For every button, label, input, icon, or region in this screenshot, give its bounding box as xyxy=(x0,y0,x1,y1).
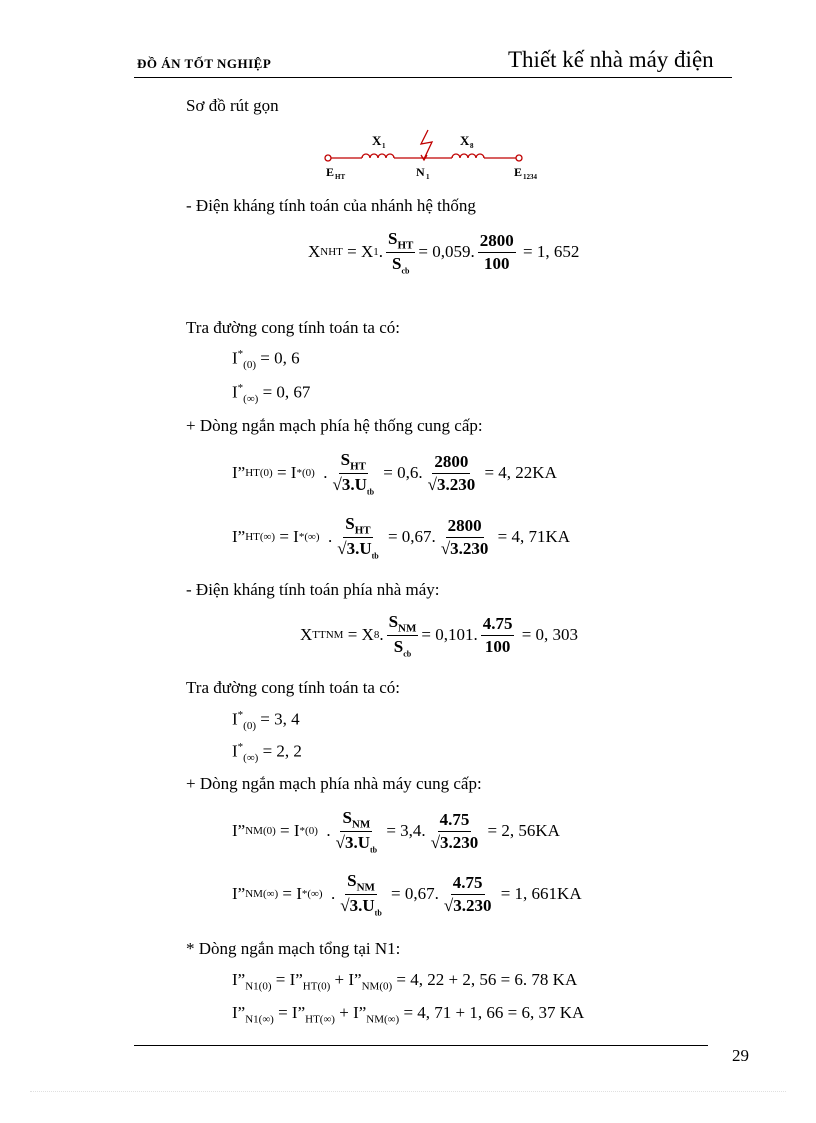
paragraph-system-current: + Dòng ngắn mạch phía hệ thống cung cấp: xyxy=(186,416,483,435)
equation-xttnm: X TTNM = X 8 . $\frac{S_{NM}}{S_{cb}}$ = 0,101. $\frac{4.75}{100}$ = 0, 303 xyxy=(300,612,579,659)
paragraph-curve-lookup-1: Tra đường cong tính toán ta có: xyxy=(186,318,400,337)
value-i0-plant: $I^*_{(0)} = 3$, 4 xyxy=(232,709,300,733)
value-i0-system: $I^*_{(0)} = 0$, 6 xyxy=(232,348,300,372)
paragraph-system-reactance: - Điện kháng tính toán của nhánh hệ thống xyxy=(186,196,476,215)
page-bottom-dotted-line xyxy=(30,1091,786,1092)
reduced-diagram-title: Sơ đồ rút gọn xyxy=(186,96,279,115)
equation-sum-inf: $I”_{N1(\infty)}$ = $I”_{HT(\infty)}$ + $I”_{NM(\infty)} = 4$, 71 + 1, 66 = 6, 37 KA xyxy=(232,1003,585,1026)
diagram-eht: E xyxy=(326,165,335,179)
equation-xnht: X NHT = X 1 . $\frac{S_{HT}}{S_{cb}}$ = 0,059. $\frac{2800}{100}$ = 1, 652 xyxy=(308,229,580,276)
diagram-n1: N xyxy=(416,165,425,179)
diagram-e1234: E xyxy=(514,165,523,179)
paragraph-total-current: * Dòng ngắn mạch tổng tại N1: xyxy=(186,939,401,958)
paragraph-curve-lookup-2: Tra đường cong tính toán ta có: xyxy=(186,678,400,697)
value-iinf-system: $I^*_{(\infty)} = 0$, 67 xyxy=(232,382,311,406)
reduced-circuit-diagram xyxy=(320,126,550,188)
footer-rule xyxy=(134,1045,708,1046)
paragraph-plant-reactance: - Điện kháng tính toán phía nhà máy: xyxy=(186,580,440,599)
header-left: ĐỒ ÁN TỐT NGHIỆP xyxy=(137,56,272,71)
diagram-x1: X xyxy=(372,133,382,148)
diagram-x1-sub: 1 xyxy=(382,142,386,150)
equation-sum-0: $I”_{N1(0)}$ = $I”_{HT(0)}$ + $I”_{NM(0)} = 4$, 22 + 2, 56 = 6. 78 KA xyxy=(232,970,578,993)
diagram-e1234-sub: 1234 xyxy=(523,173,537,181)
header-right: Thiết kế nhà máy điện xyxy=(508,47,714,72)
diagram-x8-sub: 8 xyxy=(470,142,474,150)
page-number: 29 xyxy=(732,1046,749,1065)
equation-inminf: I” NM(∞) = I * (∞) . $\frac{S_{NM}}{√3.U_{tb}}$ = 0,67. $\frac{4.75}{√3.230}$ = 1, 661KA xyxy=(232,871,582,918)
header-rule xyxy=(134,77,732,78)
paragraph-plant-current: + Dòng ngắn mạch phía nhà máy cung cấp: xyxy=(186,774,482,793)
diagram-eht-sub: HT xyxy=(335,173,346,181)
diagram-x8: X xyxy=(460,133,470,148)
diagram-n1-sub: 1 xyxy=(426,173,430,181)
equation-iht0: I” HT(0) = I * (0) . $\frac{S_{HT}}{√3.U_{tb}}$ = 0,6. $\frac{2800}{√3.230}$ = 4, 22KA xyxy=(232,450,557,497)
equation-ihtinf: I” HT(∞) = I * (∞) . $\frac{S_{HT}}{√3.U_{tb}}$ = 0,67. $\frac{2800}{√3.230}$ = 4, 71KA xyxy=(232,514,571,561)
equation-inm0: I” NM(0) = I * (0) . $\frac{S_{NM}}{√3.U_{tb}}$ = 3,4. $\frac{4.75}{√3.230}$ = 2, 56KA xyxy=(232,808,560,855)
value-iinf-plant: $I^*_{(\infty)} = 2$, 2 xyxy=(232,741,302,765)
